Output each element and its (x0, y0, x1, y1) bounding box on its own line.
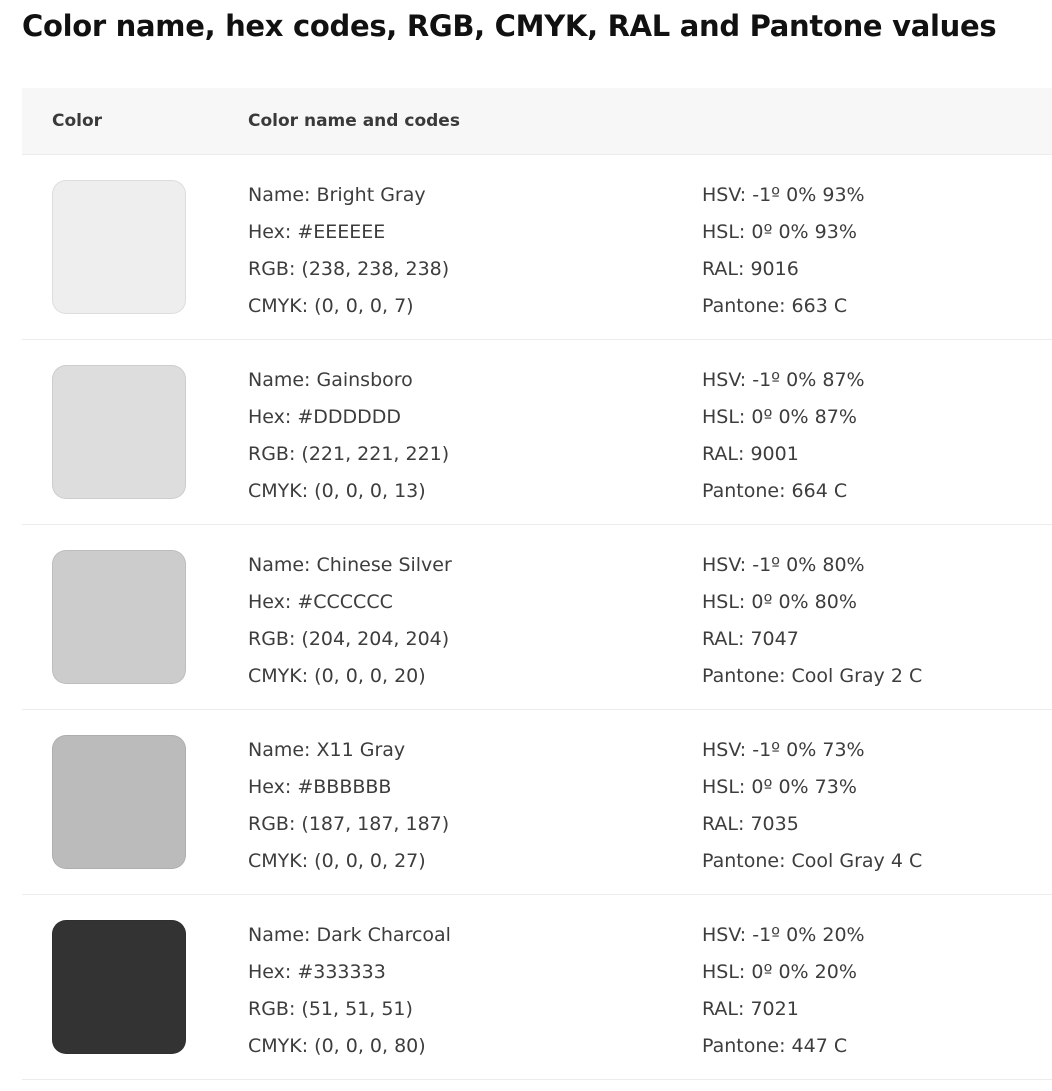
color-name: Name: X11 Gray (248, 739, 406, 761)
pantone-value: Pantone: 664 C (702, 480, 848, 502)
hsl-value: HSL: 0º 0% 20% (702, 961, 857, 983)
hex-code: Hex: #BBBBBB (248, 776, 392, 798)
column-header-codes: Color name and codes (248, 111, 460, 131)
color-swatch (52, 180, 186, 314)
table-row (22, 895, 1052, 1080)
color-table (22, 88, 1052, 1080)
color-codes-left (248, 362, 449, 510)
pantone-value: Pantone: 447 C (702, 1035, 848, 1057)
color-name: Name: Bright Gray (248, 184, 426, 206)
hsv-value: HSV: -1º 0% 73% (702, 739, 865, 761)
ral-value: RAL: 9016 (702, 258, 799, 280)
hex-code: Hex: #333333 (248, 961, 386, 983)
hsl-value: HSL: 0º 0% 93% (702, 221, 857, 243)
color-name: Name: Gainsboro (248, 369, 413, 391)
cmyk-value: CMYK: (0, 0, 0, 20) (248, 665, 426, 687)
color-name: Name: Dark Charcoal (248, 924, 451, 946)
column-header-color: Color (52, 111, 103, 131)
pantone-value: Pantone: Cool Gray 4 C (702, 850, 923, 872)
pantone-value: Pantone: Cool Gray 2 C (702, 665, 923, 687)
hsv-value: HSV: -1º 0% 93% (702, 184, 865, 206)
rgb-value: RGB: (204, 204, 204) (248, 628, 450, 650)
color-name: Name: Chinese Silver (248, 554, 452, 576)
hex-code: Hex: #EEEEEE (248, 221, 386, 243)
table-row (22, 710, 1052, 895)
rgb-value: RGB: (221, 221, 221) (248, 443, 450, 465)
rgb-value: RGB: (51, 51, 51) (248, 998, 413, 1020)
hsv-value: HSV: -1º 0% 20% (702, 924, 865, 946)
cmyk-value: CMYK: (0, 0, 0, 27) (248, 850, 426, 872)
color-codes-right (702, 547, 922, 695)
color-codes-left (248, 547, 452, 695)
color-codes-right (702, 917, 865, 1065)
hsl-value: HSL: 0º 0% 73% (702, 776, 857, 798)
cmyk-value: CMYK: (0, 0, 0, 80) (248, 1035, 426, 1057)
hsv-value: HSV: -1º 0% 80% (702, 554, 865, 576)
pantone-value: Pantone: 663 C (702, 295, 848, 317)
cmyk-value: CMYK: (0, 0, 0, 13) (248, 480, 426, 502)
table-row (22, 155, 1052, 340)
hex-code: Hex: #DDDDDD (248, 406, 402, 428)
color-codes-left (248, 732, 449, 880)
ral-value: RAL: 9001 (702, 443, 799, 465)
hsl-value: HSL: 0º 0% 80% (702, 591, 857, 613)
ral-value: RAL: 7047 (702, 628, 799, 650)
table-header (22, 88, 1052, 155)
color-codes-left (248, 917, 451, 1065)
color-codes-right (702, 177, 865, 325)
table-row (22, 340, 1052, 525)
page-title: Color name, hex codes, RGB, CMYK, RAL and Pantone values (22, 9, 997, 43)
hsl-value: HSL: 0º 0% 87% (702, 406, 857, 428)
rgb-value: RGB: (238, 238, 238) (248, 258, 450, 280)
color-swatch (52, 920, 186, 1054)
color-codes-right (702, 362, 865, 510)
color-swatch (52, 735, 186, 869)
ral-value: RAL: 7035 (702, 813, 799, 835)
color-codes-right (702, 732, 922, 880)
color-codes-left (248, 177, 449, 325)
hsv-value: HSV: -1º 0% 87% (702, 369, 865, 391)
ral-value: RAL: 7021 (702, 998, 799, 1020)
color-swatch (52, 365, 186, 499)
cmyk-value: CMYK: (0, 0, 0, 7) (248, 295, 414, 317)
rgb-value: RGB: (187, 187, 187) (248, 813, 450, 835)
table-row (22, 525, 1052, 710)
color-swatch (52, 550, 186, 684)
hex-code: Hex: #CCCCCC (248, 591, 393, 613)
